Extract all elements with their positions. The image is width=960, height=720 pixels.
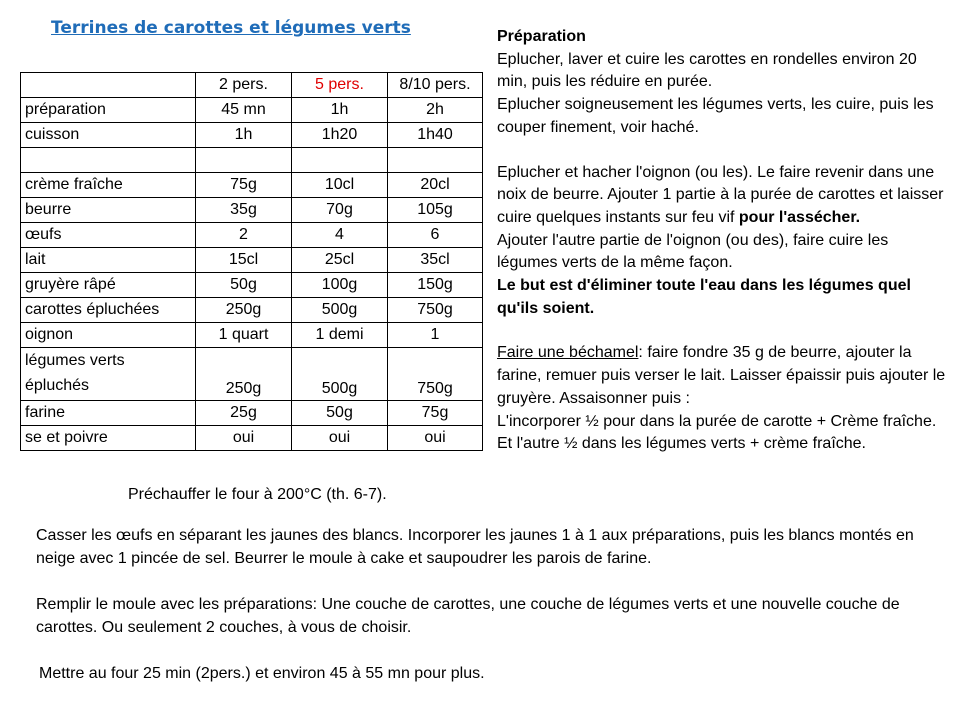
row-label: carottes épluchées <box>21 298 196 323</box>
table-row <box>21 98 483 123</box>
row-label: légumes verts épluchés <box>21 348 196 401</box>
preheat-instruction: Préchauffer le four à 200°C (th. 6-7). <box>128 486 387 503</box>
cell-value: 15cl <box>196 248 292 273</box>
cell-value: 50g <box>292 401 388 426</box>
cell-value: 500g <box>292 348 388 401</box>
cell-value: 1 <box>388 323 483 348</box>
table-row <box>21 298 483 323</box>
cell-value: 1 demi <box>292 323 388 348</box>
prep-step-onion <box>497 162 947 230</box>
cell-value: 100g <box>292 273 388 298</box>
row-label: lait <box>21 248 196 273</box>
cell-value: 75g <box>388 401 483 426</box>
cell-value: 250g <box>196 298 292 323</box>
cell-value: 1h40 <box>388 123 483 148</box>
recipe-title: Terrines de carottes et légumes verts <box>51 18 411 38</box>
bechamel-label: Faire une béchamel <box>497 344 639 362</box>
cell-value: 2h <box>388 98 483 123</box>
cell-value: 150g <box>388 273 483 298</box>
prep-step-onion-greens: Ajouter l'autre partie de l'oignon (ou des), faire cuire les légumes verts de la même façon. <box>497 231 889 272</box>
row-label: préparation <box>21 98 196 123</box>
row-label: oignon <box>21 323 196 348</box>
cell-value: 20cl <box>388 173 483 198</box>
prep-step-greens: Eplucher soigneusement les légumes verts, les cuire, puis les couper finement, voir haché. <box>497 96 934 136</box>
prep-step-carrots: Eplucher, laver et cuire les carottes en rondelles environ 20 min, puis les réduire en purée. <box>497 50 917 91</box>
cell-value: 25g <box>196 401 292 426</box>
cell-value: 2 <box>196 223 292 248</box>
table-row <box>21 123 483 148</box>
cell-value: 25cl <box>292 248 388 273</box>
table-row <box>21 248 483 273</box>
preparation-section <box>497 26 947 456</box>
step-fill-mould: Remplir le moule avec les préparations: Une couche de carottes, une couche de légumes verts et une nouvelle couche de carottes. Ou seulement 2 couches, à vous de choisir. <box>36 596 900 636</box>
row-label: gruyère râpé <box>21 273 196 298</box>
table-header-row <box>21 73 483 98</box>
cell-value: 250g <box>196 348 292 401</box>
cell-value: 4 <box>292 223 388 248</box>
table-row-empty <box>21 148 483 173</box>
preparation-heading: Préparation <box>497 28 586 45</box>
row-label: beurre <box>21 198 196 223</box>
table-row <box>21 348 483 401</box>
table-row <box>21 198 483 223</box>
cell-value: oui <box>388 426 483 451</box>
bechamel-text: : faire fondre 35 g de beurre, ajouter la farine, remuer puis verser le lait. Laisser épaissir puis ajouter le gruyère. Assaisonner puis : <box>497 344 946 407</box>
table-row <box>21 173 483 198</box>
cell-value: 750g <box>388 348 483 401</box>
cell-value: 75g <box>196 173 292 198</box>
row-label: crème fraîche <box>21 173 196 198</box>
prep-step-bechamel <box>497 342 947 410</box>
header-cell-empty <box>21 73 196 98</box>
header-cell-8-10-pers: 8/10 pers. <box>388 73 483 98</box>
cell-value: oui <box>196 426 292 451</box>
cell-value: 1 quart <box>196 323 292 348</box>
spacer <box>497 320 947 342</box>
cell-value: 70g <box>292 198 388 223</box>
row-label: cuisson <box>21 123 196 148</box>
cell-value: 35g <box>196 198 292 223</box>
cell-value: 1h20 <box>292 123 388 148</box>
row-label: se et poivre <box>21 426 196 451</box>
prep-step-onion-emphasis: pour l'assécher. <box>738 208 861 226</box>
step-eggs: Casser les œufs en séparant les jaunes des blancs. Incorporer les jaunes 1 à 1 aux préparations, puis les blancs montés en neige avec 1 pincée de sel. Beurrer le moule à cake et saupoudrer les parois de farine. <box>36 527 914 567</box>
row-label <box>21 148 196 173</box>
header-cell-5-pers: 5 pers. <box>292 73 388 98</box>
header-cell-2-pers: 2 pers. <box>196 73 292 98</box>
cell-value: 750g <box>388 298 483 323</box>
prep-step-onion-text: Eplucher et hacher l'oignon (ou les). Le faire revenir dans une noix de beurre. Ajouter 1 partie à la purée de carottes et laisser cuire quelques instants sur feu vif <box>497 163 944 226</box>
table-row <box>21 426 483 451</box>
cell-value: 45 mn <box>196 98 292 123</box>
row-label: farine <box>21 401 196 426</box>
prep-goal-note: Le but est d'éliminer toute l'eau dans les légumes quel qu'ils soient. <box>497 277 911 317</box>
row-label: œufs <box>21 223 196 248</box>
cell-value <box>196 148 292 173</box>
table-row <box>21 323 483 348</box>
cell-value: 6 <box>388 223 483 248</box>
prep-step-other-half: Et l'autre ½ dans les légumes verts + crème fraîche. <box>497 435 866 453</box>
cell-value: 50g <box>196 273 292 298</box>
spacer <box>497 140 947 162</box>
cell-value: oui <box>292 426 388 451</box>
cell-value <box>388 148 483 173</box>
cell-value: 500g <box>292 298 388 323</box>
cell-value: 105g <box>388 198 483 223</box>
cell-value: 10cl <box>292 173 388 198</box>
cell-value: 35cl <box>388 248 483 273</box>
table-row <box>21 401 483 426</box>
table-row <box>21 273 483 298</box>
prep-step-incorporate: L'incorporer ½ pour dans la purée de carotte + Crème fraîche. <box>497 412 937 430</box>
ingredients-table <box>20 72 483 451</box>
step-bake: Mettre au four 25 min (2pers.) et environ 45 à 55 mn pour plus. <box>39 665 485 682</box>
cell-value: 1h <box>292 98 388 123</box>
assembly-steps <box>36 524 936 708</box>
cell-value: 1h <box>196 123 292 148</box>
table-row <box>21 223 483 248</box>
cell-value <box>292 148 388 173</box>
